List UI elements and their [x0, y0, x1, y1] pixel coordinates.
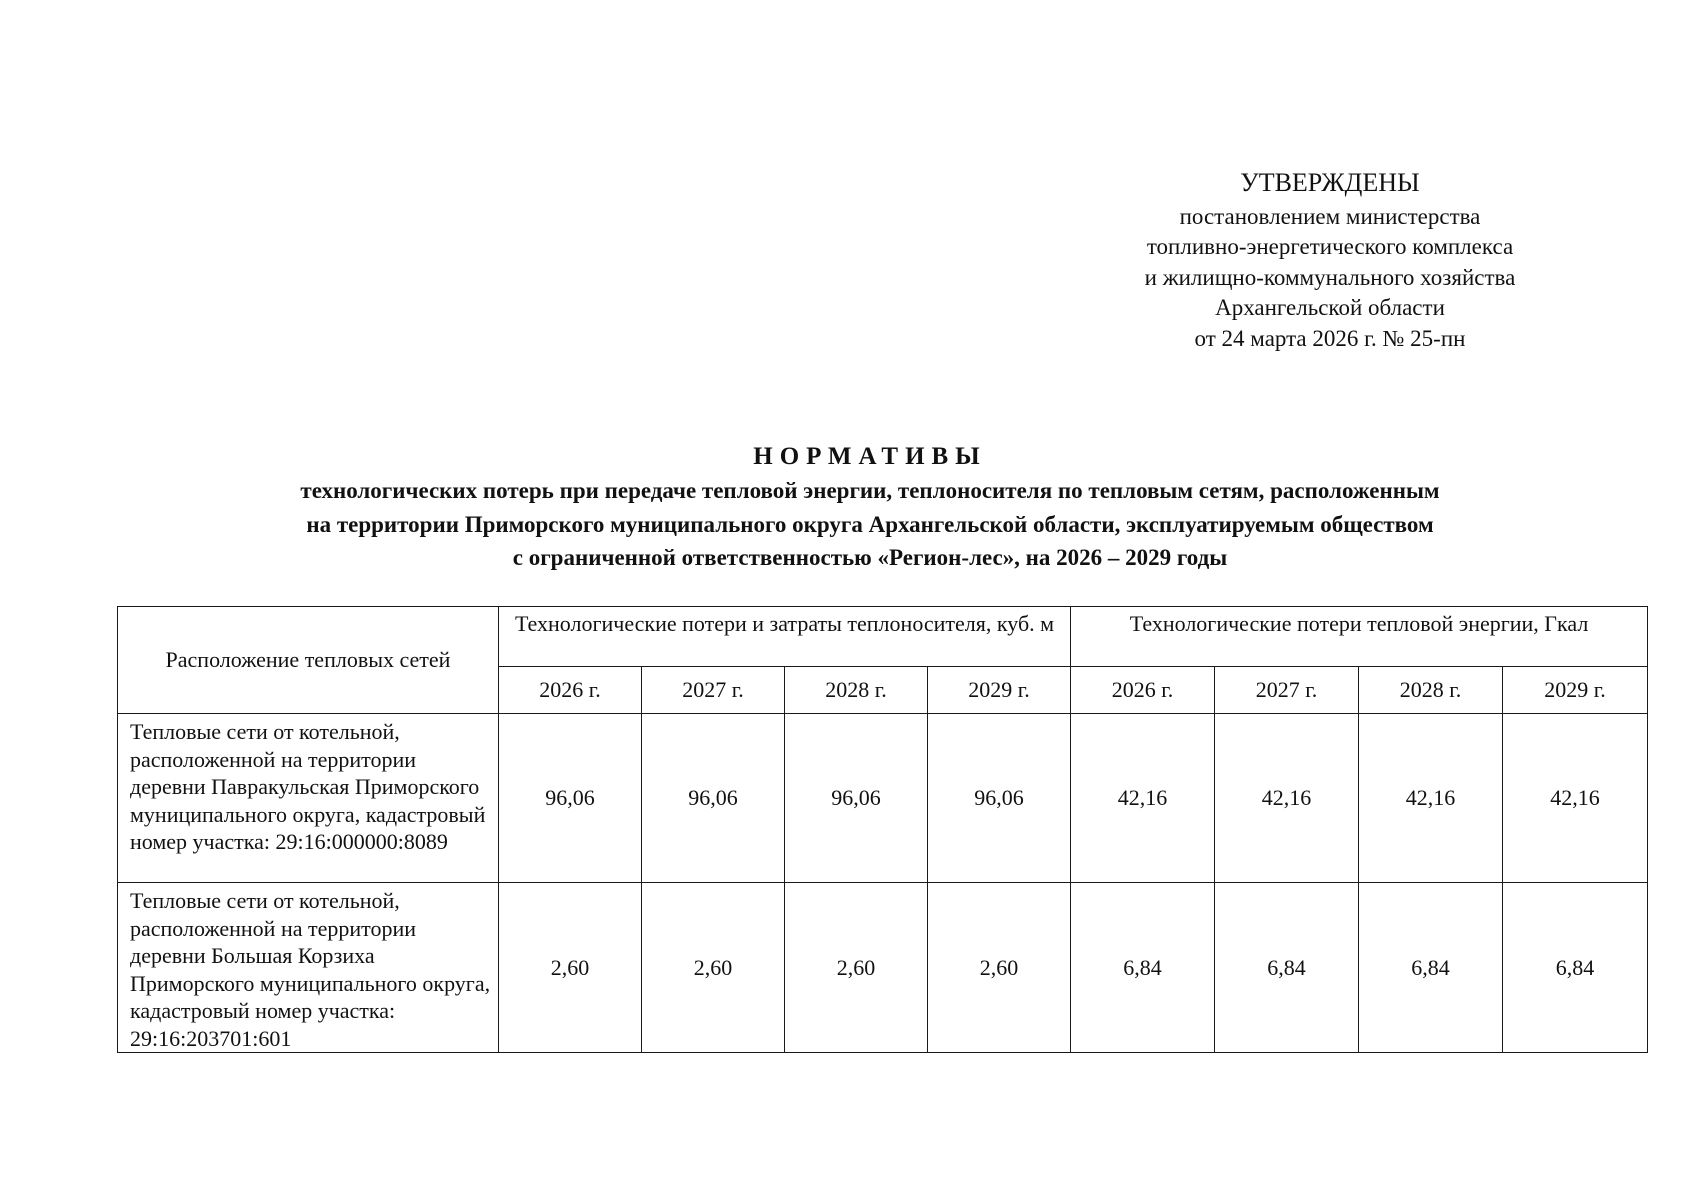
year-header: 2028 г. — [785, 667, 928, 714]
location-cell: Тепловые сети от котельной, расположенной на территории деревни Павракульская Приморского муниципального округа, кадастровый номер участка: 29:16:000000:8089 — [118, 714, 499, 883]
value-cell: 2,60 — [785, 883, 928, 1053]
table-row — [118, 883, 1648, 1053]
subtitle-line: технологических потерь при передаче тепловой энергии, теплоносителя по тепловым сетям, расположенным — [300, 478, 1440, 503]
value-cell: 2,60 — [928, 883, 1071, 1053]
value-cell: 6,84 — [1071, 883, 1215, 1053]
year-header: 2029 г. — [928, 667, 1071, 714]
subtitle-line: на территории Приморского муниципального округа Архангельской области, эксплуатируемым обществом — [306, 511, 1434, 537]
approval-line: постановлением министерства — [1179, 203, 1481, 229]
table-header-row — [118, 607, 1648, 667]
value-cell: 96,06 — [928, 714, 1071, 883]
year-header: 2027 г. — [1215, 667, 1359, 714]
document-title-block — [150, 440, 1590, 575]
approval-line: и жилищно-коммунального хозяйства — [1144, 264, 1516, 290]
year-header: 2027 г. — [642, 667, 785, 714]
approval-line: топливно-энергетического комплекса — [1146, 234, 1514, 259]
value-cell: 42,16 — [1071, 714, 1215, 883]
value-cell: 96,06 — [785, 714, 928, 883]
value-cell: 96,06 — [499, 714, 642, 883]
document-subtitle — [150, 474, 1590, 575]
approval-heading: УТВЕРЖДЕНЫ — [1240, 168, 1420, 197]
norms-table — [117, 606, 1648, 1053]
approval-line: Архангельской области — [1215, 295, 1445, 320]
value-cell: 42,16 — [1215, 714, 1359, 883]
year-header: 2029 г. — [1503, 667, 1648, 714]
approval-stamp — [1070, 168, 1590, 354]
year-header: 2028 г. — [1359, 667, 1503, 714]
table-row — [118, 714, 1648, 883]
heat-loss-group-header: Технологические потери тепловой энергии, Гкал — [1071, 607, 1648, 667]
year-header: 2026 г. — [499, 667, 642, 714]
subtitle-line: с ограниченной ответственностью «Регион-лес», на 2026 – 2029 годы — [512, 545, 1228, 570]
value-cell: 6,84 — [1359, 883, 1503, 1053]
value-cell: 42,16 — [1359, 714, 1503, 883]
location-column-header: Расположение тепловых сетей — [118, 607, 499, 714]
value-cell: 2,60 — [642, 883, 785, 1053]
value-cell: 42,16 — [1503, 714, 1648, 883]
value-cell: 6,84 — [1503, 883, 1648, 1053]
document-title: НОРМАТИВЫ — [753, 443, 987, 470]
year-header: 2026 г. — [1071, 667, 1215, 714]
value-cell: 2,60 — [499, 883, 642, 1053]
approval-line: от 24 марта 2026 г. № 25-пн — [1194, 325, 1466, 351]
value-cell: 96,06 — [642, 714, 785, 883]
value-cell: 6,84 — [1215, 883, 1359, 1053]
location-cell: Тепловые сети от котельной, расположенной на территории деревни Большая Корзиха Приморского муниципального округа, кадастровый номер участка: 29:16:203701:601 — [118, 883, 499, 1053]
coolant-loss-group-header: Технологические потери и затраты теплоносителя, куб. м — [499, 607, 1071, 667]
